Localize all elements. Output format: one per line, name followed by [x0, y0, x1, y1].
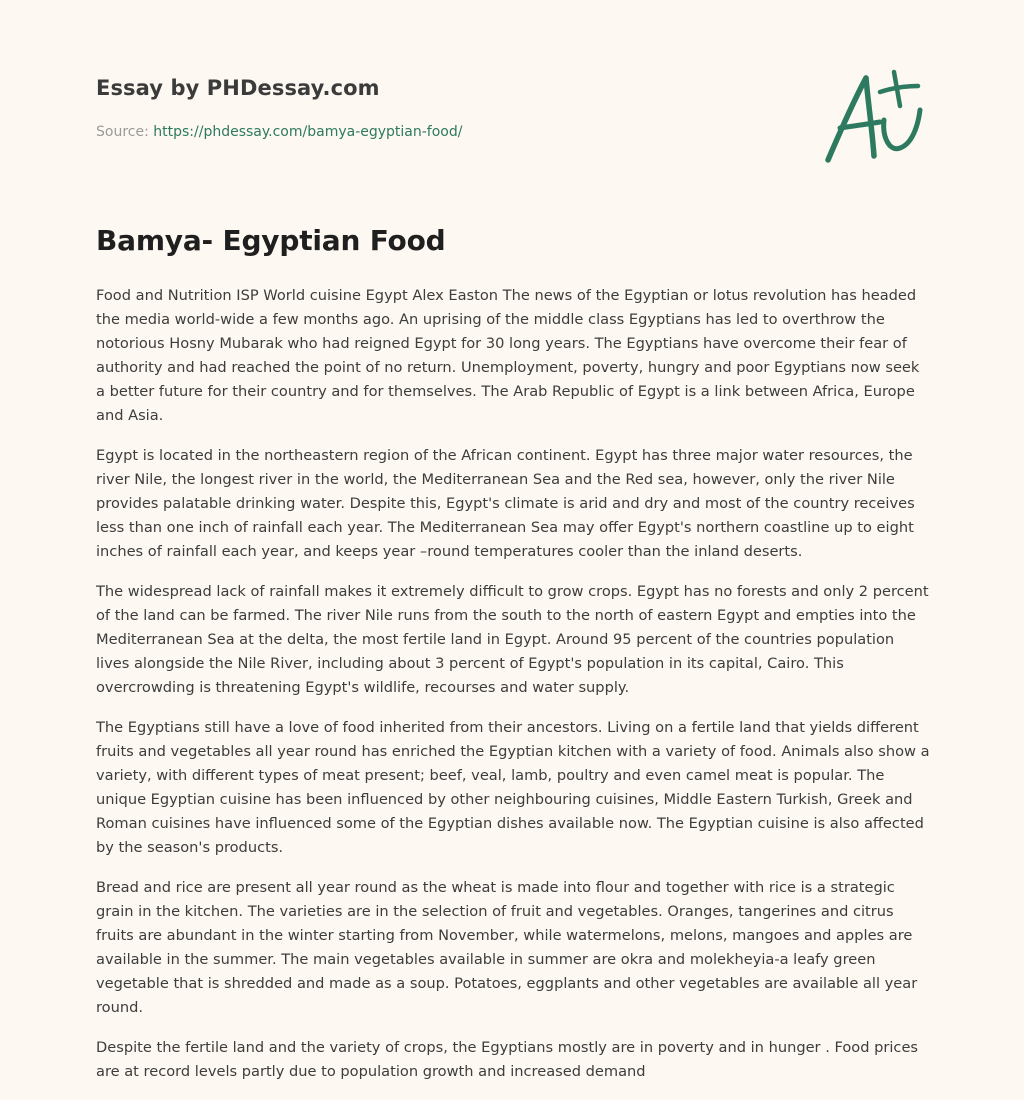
- paragraph: Egypt is located in the northeastern region of the African continent. Egypt has three major water resources, the river Nile, the longest river in the world, the Mediterranean Sea and the Red sea, however, only the river Nile provides palatable drinking water. Despite this, Egypt's climate is arid and dry and most of the country receives less than one inch of rainfall each year. The Mediterranean Sea may offer Egypt's northern coastline up to eight inches of rainfall each year, and keeps year –round temperatures cooler than the inland deserts.: [96, 447, 915, 560]
- page-header: [96, 70, 796, 140]
- a-plus-grade-icon: [818, 62, 930, 170]
- paragraph: The Egyptians still have a love of food inherited from their ancestors. Living on a fertile land that yields different fruits and vegetables all year round has enriched the Egyptian kitchen with a variety of food. Animals also show a variety, with different types of meat present; beef, veal, lamb, poultry and even camel meat is popular. The unique Egyptian cuisine has been influenced by other neighbouring cuisines, Middle Eastern Turkish, Greek and Roman cuisines have influenced some of the Egyptian dishes available now. The Egyptian cuisine is also affected by the season's products.: [96, 719, 930, 856]
- paragraph: The widespread lack of rainfall makes it extremely difficult to grow crops. Egypt has no forests and only 2 percent of the land can be farmed. The river Nile runs from the south to the north of eastern Egypt and empties into the Mediterranean Sea at the delta, the most fertile land in Egypt. Around 95 percent of the countries population lives alongside the Nile River, including about 3 percent of Egypt's population in its capital, Cairo. This overcrowding is threatening Egypt's wildlife, recourses and water supply.: [96, 583, 929, 696]
- article-title: Bamya- Egyptian Food: [96, 224, 446, 257]
- article-body: [96, 284, 932, 1100]
- source-line: [96, 124, 796, 140]
- site-brand: Essay by PHDessay.com: [96, 76, 380, 100]
- paragraph: Despite the fertile land and the variety of crops, the Egyptians mostly are in poverty and in hunger . Food prices are at record levels partly due to population growth and increased demand: [96, 1039, 919, 1080]
- paragraph: Food and Nutrition ISP World cuisine Egypt Alex Easton The news of the Egyptian or lotus revolution has headed the media world-wide a few months ago. An uprising of the middle class Egyptians has led to overthrow the notorious Hosny Mubarak who had reigned Egypt for 30 long years. The Egyptians have overcome their fear of authority and had reached the point of no return. Unemployment, poverty, hungry and poor Egyptians now seek a better future for their country and for themselves. The Arab Republic of Egypt is a link between Africa, Europe and Asia.: [96, 287, 920, 424]
- paragraph: Bread and rice are present all year round as the wheat is made into flour and together with rice is a strategic grain in the kitchen. The varieties are in the selection of fruit and vegetables. Oranges, tangerines and citrus fruits are abundant in the winter starting from November, while watermelons, melons, mangoes and apples are available in the summer. The main vegetables available in summer are okra and molekheyia-a leafy green vegetable that is shredded and made as a soup. Potatoes, eggplants and other vegetables are available all year round.: [96, 879, 918, 1016]
- source-link[interactable]: https://phdessay.com/bamya-egyptian-food/: [153, 124, 463, 140]
- source-label: Source:: [96, 124, 154, 140]
